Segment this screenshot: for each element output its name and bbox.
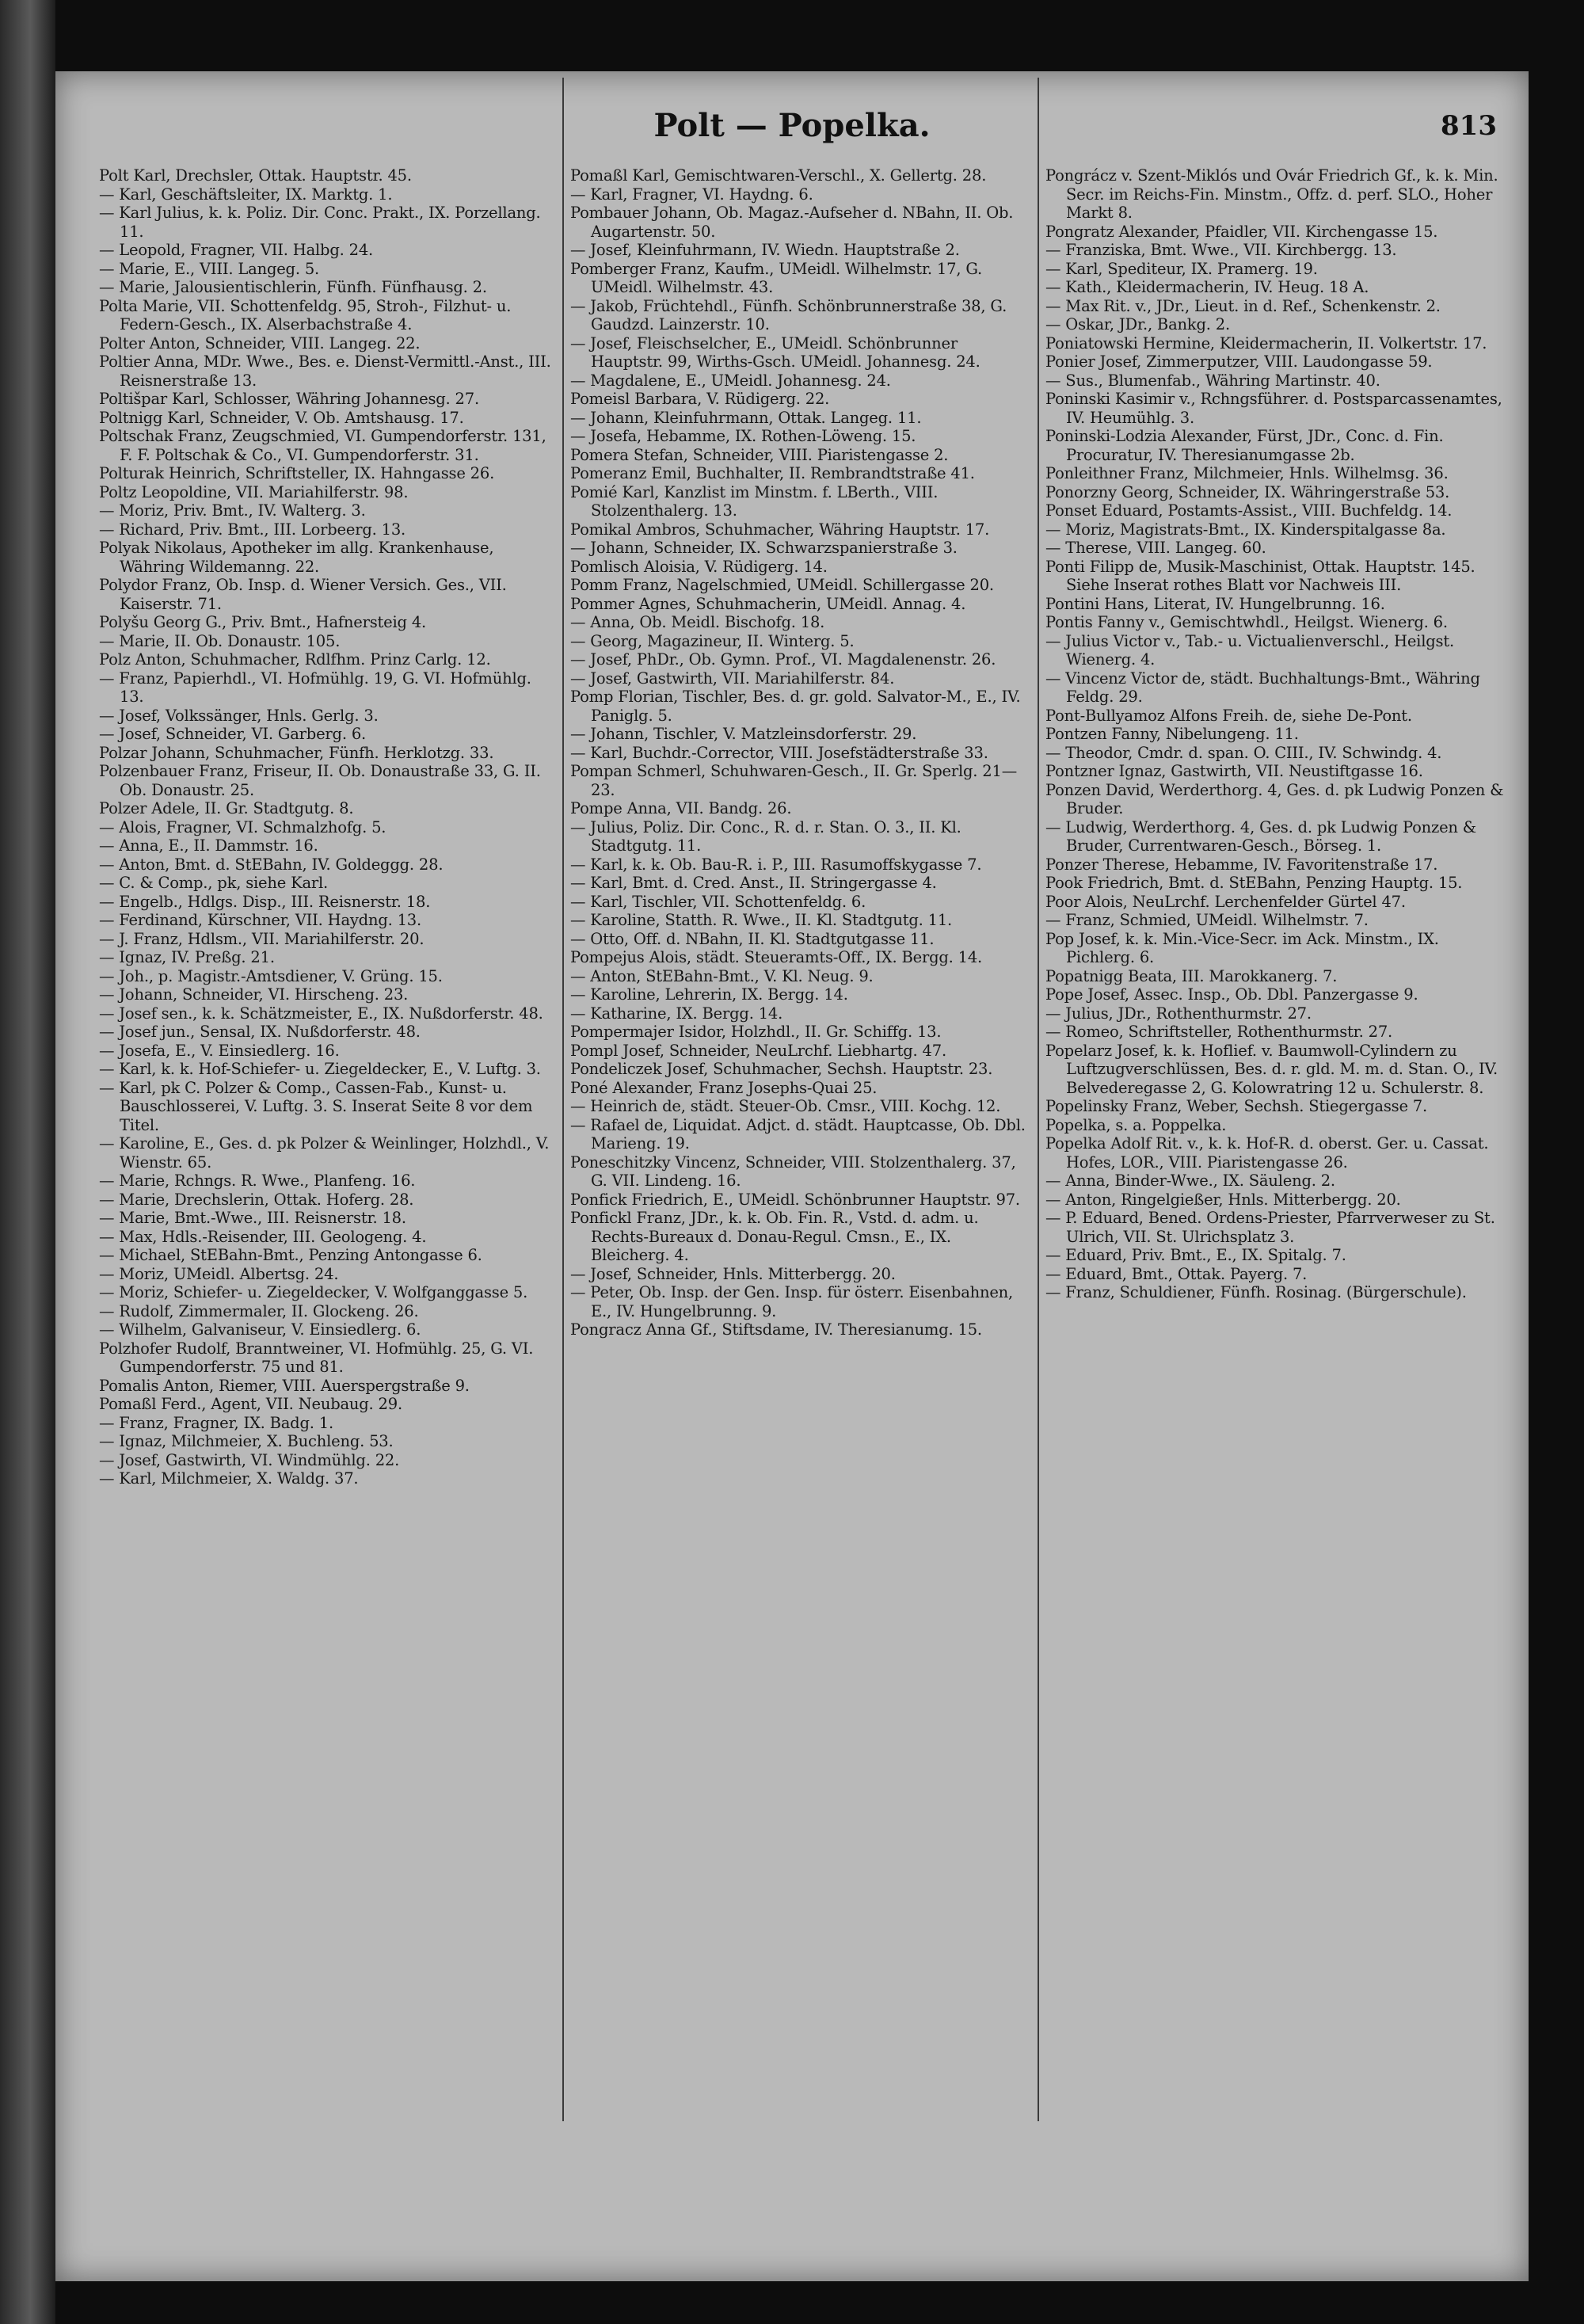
directory-entry: Pontzner Ignaz, Gastwirth, VII. Neustiftgasse 16. [1045,762,1423,780]
directory-column-1 [99,166,554,2257]
directory-entry: — Julius, JDr., Rothenthurmstr. 27. [1045,1004,1312,1023]
directory-entry: — Marie, Rchngs. R. Wwe., Planfeng. 16. [99,1172,416,1190]
directory-entry: — Ferdinand, Kürschner, VII. Haydng. 13. [99,911,422,929]
directory-entry: Polzenbauer Franz, Friseur, II. Ob. Donaustraße 33, G. II. Ob. Donaustr. 25. [99,762,541,799]
directory-entry: — Karl, Bmt. d. Cred. Anst., II. Stringergasse 4. [570,874,937,892]
directory-entry: — Moriz, Magistrats-Bmt., IX. Kinderspitalgasse 8a. [1045,520,1446,539]
directory-entry: — Franz, Schmied, UMeidl. Wilhelmstr. 7. [1045,911,1369,929]
directory-entry: — Georg, Magazineur, II. Winterg. 5. [570,631,855,650]
directory-entry: — Marie, Drechslerin, Ottak. Hoferg. 28. [99,1190,414,1209]
directory-entry: — Johann, Kleinfuhrmann, Ottak. Langeg. 11. [570,408,922,427]
directory-entry: Polyšu Georg G., Priv. Bmt., Hafnersteig 4. [99,613,427,631]
directory-entry: — Karl, Tischler, VII. Schottenfeldg. 6. [570,892,866,911]
directory-entry: Pook Friedrich, Bmt. d. StEBahn, Penzing Hauptg. 15. [1045,874,1463,892]
directory-entry: Pongrácz v. Szent-Miklós und Ovár Friedrich Gf., k. k. Min. Secr. im Reichs-Fin. Minstm., Offz. d. perf. SLO., Hoher Markt 8. [1045,166,1498,222]
directory-entry: — Karl, Fragner, VI. Haydng. 6. [570,185,813,204]
directory-entry: Ponier Josef, Zimmerputzer, VIII. Laudongasse 59. [1045,352,1433,371]
directory-entry: Polydor Franz, Ob. Insp. d. Wiener Versich. Ges., VII. Kaiserstr. 71. [99,576,507,613]
directory-entry: — Eduard, Priv. Bmt., E., IX. Spitalg. 7. [1045,1246,1346,1264]
directory-entry: — Marie, Jalousientischlerin, Fünfh. Fünfhausg. 2. [99,278,487,296]
directory-entry: Popatnigg Beata, III. Marokkanerg. 7. [1045,966,1338,985]
directory-entry: — Karoline, Statth. R. Wwe., II. Kl. Stadtgutg. 11. [570,911,953,929]
directory-entry: — Franz, Schuldiener, Fünfh. Rosinag. (Bürgerschule). [1045,1283,1467,1301]
directory-entry: — Karl, k. k. Hof-Schiefer- u. Ziegeldecker, E., V. Luftg. 3. [99,1060,541,1078]
facing-page-edge [0,0,55,2324]
directory-entry: — Marie, Bmt.-Wwe., III. Reisnerstr. 18. [99,1209,406,1227]
directory-entry: — Moriz, UMeidl. Albertsg. 24. [99,1264,339,1283]
directory-entry: Polt Karl, Drechsler, Ottak. Hauptstr. 45. [99,166,412,185]
directory-entry: — Karl Julius, k. k. Poliz. Dir. Conc. Prakt., IX. Porzellang. 11. [99,204,541,241]
directory-entry: — Anton, Bmt. d. StEBahn, IV. Goldeggg. 28. [99,855,444,874]
directory-entry: — Jakob, Früchtehdl., Fünfh. Schönbrunnerstraße 38, G. Gaudzd. Lainzerstr. 10. [570,296,1007,333]
directory-entry: — Oskar, JDr., Bankg. 2. [1045,315,1230,333]
directory-entry: Pomeisl Barbara, V. Rüdigerg. 22. [570,390,830,408]
directory-entry: — Karoline, E., Ges. d. pk Polzer & Weinlinger, Holzhdl., V. Wienstr. 65. [99,1134,550,1172]
directory-entry: Polturak Heinrich, Schriftsteller, IX. Hahngasse 26. [99,464,495,482]
directory-entry: Pompan Schmerl, Schuhwaren-Gesch., II. Gr. Sperlg. 21—23. [570,762,1018,799]
directory-entry: — P. Eduard, Bened. Ordens-Priester, Pfarrverweser zu St. Ulrich, VII. St. Ulrichsplatz 3. [1045,1209,1495,1246]
directory-entry: — Joh., p. Magistr.-Amtsdiener, V. Grüng. 15. [99,966,443,985]
directory-entry: Ponset Eduard, Postamts-Assist., VIII. Buchfeldg. 14. [1045,501,1453,520]
directory-entry: Pondeliczek Josef, Schuhmacher, Sechsh. Hauptstr. 23. [570,1060,993,1078]
directory-entry: — Karl, k. k. Ob. Bau-R. i. P., III. Rasumoffskygasse 7. [570,855,982,874]
directory-entry: Ponleithner Franz, Milchmeier, Hnls. Wilhelmsg. 36. [1045,464,1449,482]
directory-entry: Pop Josef, k. k. Min.-Vice-Secr. im Ack. Minstm., IX. Pichlerg. 6. [1045,929,1439,966]
directory-entry: — Josef, Gastwirth, VI. Windmühlg. 22. [99,1450,400,1469]
directory-entry: Pompermajer Isidor, Holzhdl., II. Gr. Schiffg. 13. [570,1023,942,1041]
directory-entry: — Magdalene, E., UMeidl. Johannesg. 24. [570,371,891,390]
directory-entry: — Marie, E., VIII. Langeg. 5. [99,259,320,278]
directory-entry: Poltišpar Karl, Schlosser, Währing Johannesg. 27. [99,390,479,408]
directory-entry: — Josef sen., k. k. Schätzmeister, E., IX. Nußdorferstr. 48. [99,1004,543,1023]
directory-entry: — Eduard, Bmt., Ottak. Payerg. 7. [1045,1264,1308,1283]
directory-entry: Pomalis Anton, Riemer, VIII. Auerspergstraße 9. [99,1376,470,1395]
directory-entry: — Theodor, Cmdr. d. span. O. CIII., IV. Schwindg. 4. [1045,743,1442,762]
directory-entry: — Marie, II. Ob. Donaustr. 105. [99,631,341,650]
directory-entry: Ponti Filipp de, Musik-Maschinist, Ottak. Hauptstr. 145. Siehe Inserat rothes Blatt vor Nachweis III. [1045,557,1475,594]
directory-entry: Pomera Stefan, Schneider, VIII. Piaristengasse 2. [570,445,949,464]
directory-entry: Ponorzny Georg, Schneider, IX. Währingerstraße 53. [1045,482,1450,501]
directory-entry: — Franziska, Bmt. Wwe., VII. Kirchbergg. 13. [1045,241,1397,259]
directory-entry: — Richard, Priv. Bmt., III. Lorbeerg. 13. [99,520,406,539]
directory-entry: Pomberger Franz, Kaufm., UMeidl. Wilhelmstr. 17, G. UMeidl. Wilhelmstr. 43. [570,259,983,296]
directory-entry: — Michael, StEBahn-Bmt., Penzing Antongasse 6. [99,1246,482,1264]
directory-entry: — Karl, Geschäftsleiter, IX. Marktg. 1. [99,185,393,204]
directory-entry: — Karoline, Lehrerin, IX. Bergg. 14. [570,985,848,1004]
directory-entry: — Johann, Schneider, IX. Schwarzspanierstraße 3. [570,539,958,557]
directory-entry: Polzar Johann, Schuhmacher, Fünfh. Herklotzg. 33. [99,743,494,762]
directory-entry: — Wilhelm, Galvaniseur, V. Einsiedlerg. 6. [99,1320,421,1339]
directory-entry: Poltschak Franz, Zeugschmied, VI. Gumpendorferstr. 131, F. F. Poltschak & Co., VI. Gumpendorferstr. 31. [99,427,546,464]
directory-entry: Pongracz Anna Gf., Stiftsdame, IV. Theresianumg. 15. [570,1320,982,1339]
directory-entry: Pompe Anna, VII. Bandg. 26. [570,799,792,817]
directory-entry: — Moriz, Schiefer- u. Ziegeldecker, V. Wolfganggasse 5. [99,1283,528,1301]
directory-entry: — Karl, Spediteur, IX. Pramerg. 19. [1045,259,1318,278]
directory-entry: — Anton, StEBahn-Bmt., V. Kl. Neug. 9. [570,966,874,985]
directory-entry: — Rudolf, Zimmermaler, II. Glockeng. 26. [99,1301,419,1320]
directory-entry: Pontini Hans, Literat, IV. Hungelbrunng. 16. [1045,594,1385,613]
directory-entry: Pomp Florian, Tischler, Bes. d. gr. gold. Salvator-M., E., IV. Paniglg. 5. [570,688,1021,725]
directory-entry: — Josef jun., Sensal, IX. Nußdorferstr. 48. [99,1023,421,1041]
directory-entry: — Max, Hdls.-Reisender, III. Geologeng. 4. [99,1227,427,1246]
directory-entry: — Josef, Schneider, Hnls. Mitterbergg. 20. [570,1264,896,1283]
directory-entry: Pommer Agnes, Schuhmacherin, UMeidl. Annag. 4. [570,594,966,613]
directory-entry: — Anton, Ringelgießer, Hnls. Mitterbergg. 20. [1045,1190,1401,1209]
directory-entry: — Engelb., Hdlgs. Disp., III. Reisnerstr. 18. [99,892,431,911]
directory-entry: Pontzen Fanny, Nibelungeng. 11. [1045,725,1299,743]
directory-entry: — Anna, Binder-Wwe., IX. Säuleng. 2. [1045,1172,1335,1190]
directory-entry: Pongratz Alexander, Pfaidler, VII. Kirchengasse 15. [1045,222,1438,241]
directory-entry: Pomaßl Ferd., Agent, VII. Neubaug. 29. [99,1395,402,1413]
directory-entry: Pope Josef, Assec. Insp., Ob. Dbl. Panzergasse 9. [1045,985,1418,1004]
directory-entry: Ponzen David, Werderthorg. 4, Ges. d. pk Ludwig Ponzen & Bruder. [1045,780,1504,817]
directory-entry: — Josef, Schneider, VI. Garberg. 6. [99,725,367,743]
directory-page [55,71,1529,2281]
directory-columns [55,166,1529,2257]
directory-entry: Pomlisch Aloisia, V. Rüdigerg. 14. [570,557,828,576]
directory-entry: Popelka Adolf Rit. v., k. k. Hof-R. d. oberst. Ger. u. Cassat. Hofes, LOR., VIII. Piaristengasse 26. [1045,1134,1489,1172]
directory-entry: — Moriz, Priv. Bmt., IV. Walterg. 3. [99,501,366,520]
directory-entry: — Kath., Kleidermacherin, IV. Heug. 18 A. [1045,278,1369,296]
directory-entry: — Therese, VIII. Langeg. 60. [1045,539,1266,557]
directory-entry: Ponfick Friedrich, E., UMeidl. Schönbrunner Hauptstr. 97. [570,1190,1020,1209]
directory-entry: — Josef, PhDr., Ob. Gymn. Prof., VI. Magdalenenstr. 26. [570,650,996,669]
directory-entry: Poné Alexander, Franz Josephs-Quai 25. [570,1078,878,1097]
directory-entry: Pont-Bullyamoz Alfons Freih. de, siehe De-Pont. [1045,706,1412,725]
directory-entry: Ponzer Therese, Hebamme, IV. Favoritenstraße 17. [1045,855,1438,874]
directory-entry: Polzhofer Rudolf, Branntweiner, VI. Hofmühlg. 25, G. VI. Gumpendorferstr. 75 und 81. [99,1339,534,1376]
directory-entry: — Ignaz, Milchmeier, X. Buchleng. 53. [99,1432,394,1450]
directory-entry: — Sus., Blumenfab., Währing Martinstr. 40. [1045,371,1380,390]
directory-entry: — Johann, Schneider, VI. Hirscheng. 23. [99,985,409,1004]
directory-entry: — Franz, Fragner, IX. Badg. 1. [99,1413,333,1432]
directory-entry: Poltz Leopoldine, VII. Mariahilferstr. 98. [99,482,409,501]
directory-entry: Poor Alois, NeuLrchf. Lerchenfelder Gürtel 47. [1045,892,1406,911]
directory-entry: Poneschitzky Vincenz, Schneider, VIII. Stolzenthalerg. 37, G. VII. Lindeng. 16. [570,1152,1016,1190]
directory-entry: Pomm Franz, Nagelschmied, UMeidl. Schillergasse 20. [570,576,994,594]
running-head: Polt — Popelka. [653,107,931,144]
directory-entry: — J. Franz, Hdlsm., VII. Mariahilferstr. 20. [99,929,425,948]
directory-entry: — Alois, Fragner, VI. Schmalzhofg. 5. [99,817,386,836]
directory-entry: Polter Anton, Schneider, VIII. Langeg. 22. [99,333,421,352]
directory-entry: — Otto, Off. d. NBahn, II. Kl. Stadtgutgasse 11. [570,929,935,948]
directory-entry: — Katharine, IX. Bergg. 14. [570,1004,783,1023]
directory-entry: — Franz, Papierhdl., VI. Hofmühlg. 19, G. VI. Hofmühlg. 13. [99,669,531,706]
directory-entry: Polz Anton, Schuhmacher, Rdlfhm. Prinz Carlg. 12. [99,650,491,669]
directory-entry: — Rafael de, Liquidat. Adjct. d. städt. Hauptcasse, Ob. Dbl. Marieng. 19. [570,1115,1026,1152]
directory-entry: — Josef, Kleinfuhrmann, IV. Wiedn. Hauptstraße 2. [570,241,960,259]
directory-entry: — Johann, Tischler, V. Matzleinsdorferstr. 29. [570,725,917,743]
directory-entry: Pompl Josef, Schneider, NeuLrchf. Liebhartg. 47. [570,1041,946,1060]
directory-entry: — Vincenz Victor de, städt. Buchhaltungs-Bmt., Währing Feldg. 29. [1045,669,1480,706]
directory-entry: — C. & Comp., pk, siehe Karl. [99,874,329,892]
directory-entry: — Ludwig, Werderthorg. 4, Ges. d. pk Ludwig Ponzen & Bruder, Currentwaren-Gesch., Börseg. 1. [1045,817,1476,855]
directory-entry: Polta Marie, VII. Schottenfeldg. 95, Stroh-, Filzhut- u. Federn-Gesch., IX. Alserbachstraße 4. [99,296,512,333]
directory-entry: Poninski-Lodzia Alexander, Fürst, JDr., Conc. d. Fin. Procuratur, IV. Theresianumgasse 2b. [1045,427,1444,464]
directory-entry: Ponfickl Franz, JDr., k. k. Ob. Fin. R., Vstd. d. adm. u. Rechts-Bureaux d. Donau-Regul. Cmsn., E., IX. Bleicherg. 4. [570,1209,979,1264]
directory-entry: — Anna, E., II. Dammstr. 16. [99,836,318,855]
directory-entry: — Karl, Buchdr.-Corrector, VIII. Josefstädterstraße 33. [570,743,988,762]
directory-entry: — Karl, pk C. Polzer & Comp., Cassen-Fab., Kunst- u. Bauschlosserei, V. Luftg. 3. S. Inserat Seite 8 vor dem Titel. [99,1078,533,1134]
directory-entry: — Peter, Ob. Insp. der Gen. Insp. für österr. Eisenbahnen, E., IV. Hungelbrunng. 9. [570,1283,1014,1320]
directory-entry: Poltier Anna, MDr. Wwe., Bes. e. Dienst-Vermittl.-Anst., III. Reisnerstraße 13. [99,352,551,390]
directory-entry: — Josef, Gastwirth, VII. Mariahilferstr. 84. [570,669,895,688]
directory-entry: Pomié Karl, Kanzlist im Minstm. f. LBerth., VIII. Stolzenthalerg. 13. [570,482,939,520]
directory-entry: Polzer Adele, II. Gr. Stadtgutg. 8. [99,799,354,817]
directory-entry: — Josef, Fleischselcher, E., UMeidl. Schönbrunner Hauptstr. 99, Wirths-Gsch. UMeidl. Johannesg. 24. [570,333,980,371]
directory-entry: Pombauer Johann, Ob. Magaz.-Aufseher d. NBahn, II. Ob. Augartenstr. 50. [570,204,1014,241]
directory-entry: Pontis Fanny v., Gemischtwhdl., Heilgst. Wienerg. 6. [1045,613,1448,631]
directory-entry: Pomaßl Karl, Gemischtwaren-Verschl., X. Gellertg. 28. [570,166,987,185]
directory-entry: Pomikal Ambros, Schuhmacher, Währing Hauptstr. 17. [570,520,990,539]
directory-entry: — Josefa, E., V. Einsiedlerg. 16. [99,1041,340,1060]
directory-entry: Popelinsky Franz, Weber, Sechsh. Stiegergasse 7. [1045,1097,1427,1115]
directory-entry: — Ignaz, IV. Preßg. 21. [99,948,275,966]
directory-entry: Poltnigg Karl, Schneider, V. Ob. Amtshausg. 17. [99,408,464,427]
directory-entry: — Josef, Volkssänger, Hnls. Gerlg. 3. [99,706,379,725]
directory-column-2 [570,166,1030,2257]
directory-entry: Popelarz Josef, k. k. Hoflief. v. Baumwoll-Cylindern zu Luftzugverschlüssen, Bes. d. r. gld. M. m. d. Stan. O., IV. Belvederegasse 2, G. Kolowratring 12 u. Schulerstr. 8. [1045,1041,1498,1097]
directory-entry: Pomeranz Emil, Buchhalter, II. Rembrandtstraße 41. [570,464,975,482]
directory-entry: — Julius, Poliz. Dir. Conc., R. d. r. Stan. O. 3., II. Kl. Stadtgutg. 11. [570,817,961,855]
page-number: 813 [1441,110,1497,142]
directory-entry: Pompejus Alois, städt. Steueramts-Off., IX. Bergg. 14. [570,948,983,966]
directory-entry: — Anna, Ob. Meidl. Bischofg. 18. [570,613,825,631]
directory-entry: — Romeo, Schriftsteller, Rothenthurmstr. 27. [1045,1023,1393,1041]
directory-column-3 [1045,166,1509,2257]
directory-entry: — Max Rit. v., JDr., Lieut. in d. Ref., Schenkenstr. 2. [1045,296,1441,315]
directory-entry: — Karl, Milchmeier, X. Waldg. 37. [99,1469,359,1488]
page-header [55,107,1529,162]
directory-entry: — Julius Victor v., Tab.- u. Victualienverschl., Heilgst. Wienerg. 4. [1045,631,1454,669]
directory-entry: Poninski Kasimir v., Rchngsführer. d. Postsparcassenamtes, IV. Heumühlg. 3. [1045,390,1502,427]
directory-entry: — Leopold, Fragner, VII. Halbg. 24. [99,241,374,259]
directory-entry: Popelka, s. a. Poppelka. [1045,1115,1227,1134]
directory-entry: — Josefa, Hebamme, IX. Rothen-Löweng. 15. [570,427,916,445]
directory-entry: Poniatowski Hermine, Kleidermacherin, II. Volkertstr. 17. [1045,333,1487,352]
directory-entry: — Heinrich de, städt. Steuer-Ob. Cmsr., VIII. Kochg. 12. [570,1097,1001,1115]
directory-entry: Polyak Nikolaus, Apotheker im allg. Krankenhause, Währing Wildemanng. 22. [99,539,494,576]
